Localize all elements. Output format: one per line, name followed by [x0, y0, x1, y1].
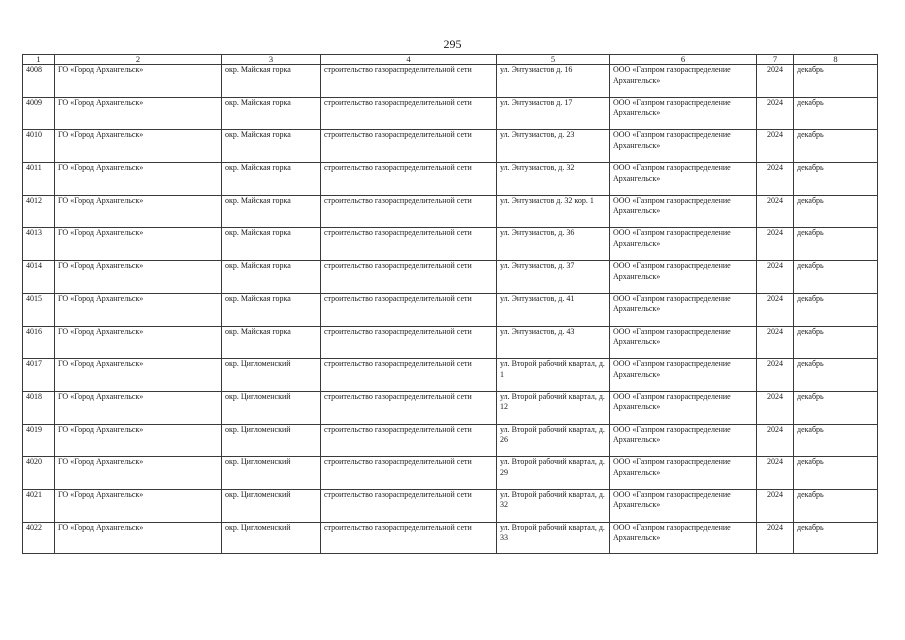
district-cell: окр. Цигломенский	[222, 522, 321, 553]
row-number: 4017	[23, 359, 55, 392]
district-cell: окр. Майская горка	[222, 65, 321, 98]
organization-cell: ООО «Газпром газораспределение Архангельск»	[610, 457, 757, 490]
page-number: 295	[443, 37, 462, 51]
organization-cell: ООО «Газпром газораспределение Архангельск»	[610, 228, 757, 261]
work-type-cell: строительство газораспределительной сети	[321, 293, 497, 326]
table-row	[23, 130, 878, 163]
row-number: 4011	[23, 163, 55, 196]
row-number: 4014	[23, 261, 55, 294]
month-cell: декабрь	[794, 163, 878, 196]
address-cell: ул. Энтузиастов, д. 41	[497, 293, 610, 326]
header-cell: 7	[757, 55, 794, 65]
organization-cell: ООО «Газпром газораспределение Архангельск»	[610, 424, 757, 457]
address-cell: ул. Энтузиастов, д. 23	[497, 130, 610, 163]
table-row	[23, 163, 878, 196]
row-number: 4013	[23, 228, 55, 261]
year-cell: 2024	[757, 261, 794, 294]
organization-cell: ООО «Газпром газораспределение Архангельск»	[610, 326, 757, 359]
work-type-cell: строительство газораспределительной сети	[321, 457, 497, 490]
month-cell: декабрь	[794, 65, 878, 98]
row-number: 4020	[23, 457, 55, 490]
month-cell: декабрь	[794, 326, 878, 359]
work-type-cell: строительство газораспределительной сети	[321, 359, 497, 392]
row-number: 4010	[23, 130, 55, 163]
header-cell: 3	[222, 55, 321, 65]
work-type-cell: строительство газораспределительной сети	[321, 163, 497, 196]
year-cell: 2024	[757, 489, 794, 522]
table-row	[23, 195, 878, 228]
address-cell: ул. Энтузиастов, д. 43	[497, 326, 610, 359]
organization-cell: ООО «Газпром газораспределение Архангельск»	[610, 489, 757, 522]
municipality-cell: ГО «Город Архангельск»	[55, 195, 222, 228]
header-cell: 2	[55, 55, 222, 65]
header-cell: 8	[794, 55, 878, 65]
organization-cell: ООО «Газпром газораспределение Архангельск»	[610, 65, 757, 98]
work-type-cell: строительство газораспределительной сети	[321, 97, 497, 130]
header-cell: 4	[321, 55, 497, 65]
year-cell: 2024	[757, 293, 794, 326]
address-cell: ул. Энтузиастов, д. 37	[497, 261, 610, 294]
table-row	[23, 65, 878, 98]
district-cell: окр. Цигломенский	[222, 424, 321, 457]
table-row	[23, 424, 878, 457]
municipality-cell: ГО «Город Архангельск»	[55, 65, 222, 98]
district-cell: окр. Майская горка	[222, 293, 321, 326]
work-type-cell: строительство газораспределительной сети	[321, 228, 497, 261]
municipality-cell: ГО «Город Архангельск»	[55, 97, 222, 130]
year-cell: 2024	[757, 195, 794, 228]
row-number: 4008	[23, 65, 55, 98]
work-type-cell: строительство газораспределительной сети	[321, 326, 497, 359]
month-cell: декабрь	[794, 130, 878, 163]
municipality-cell: ГО «Город Архангельск»	[55, 424, 222, 457]
organization-cell: ООО «Газпром газораспределение Архангельск»	[610, 163, 757, 196]
municipality-cell: ГО «Город Архангельск»	[55, 489, 222, 522]
district-cell: окр. Майская горка	[222, 326, 321, 359]
organization-cell: ООО «Газпром газораспределение Архангельск»	[610, 130, 757, 163]
month-cell: декабрь	[794, 424, 878, 457]
district-cell: окр. Цигломенский	[222, 457, 321, 490]
table-row	[23, 228, 878, 261]
month-cell: декабрь	[794, 391, 878, 424]
month-cell: декабрь	[794, 522, 878, 553]
year-cell: 2024	[757, 163, 794, 196]
year-cell: 2024	[757, 359, 794, 392]
header-cell: 6	[610, 55, 757, 65]
row-number: 4016	[23, 326, 55, 359]
year-cell: 2024	[757, 65, 794, 98]
district-cell: окр. Цигломенский	[222, 489, 321, 522]
municipality-cell: ГО «Город Архангельск»	[55, 457, 222, 490]
organization-cell: ООО «Газпром газораспределение Архангельск»	[610, 391, 757, 424]
municipality-cell: ГО «Город Архангельск»	[55, 293, 222, 326]
row-number: 4019	[23, 424, 55, 457]
district-cell: окр. Цигломенский	[222, 359, 321, 392]
month-cell: декабрь	[794, 293, 878, 326]
header-cell: 1	[23, 55, 55, 65]
municipality-cell: ГО «Город Архангельск»	[55, 522, 222, 553]
row-number: 4012	[23, 195, 55, 228]
address-cell: ул. Энтузиастов, д. 32	[497, 163, 610, 196]
year-cell: 2024	[757, 130, 794, 163]
district-cell: окр. Майская горка	[222, 163, 321, 196]
row-number: 4022	[23, 522, 55, 553]
district-cell: окр. Майская горка	[222, 261, 321, 294]
month-cell: декабрь	[794, 359, 878, 392]
year-cell: 2024	[757, 326, 794, 359]
work-type-cell: строительство газораспределительной сети	[321, 65, 497, 98]
municipality-cell: ГО «Город Архангельск»	[55, 130, 222, 163]
address-cell: ул. Второй рабочий квартал, д. 26	[497, 424, 610, 457]
work-type-cell: строительство газораспределительной сети	[321, 391, 497, 424]
table-row	[23, 293, 878, 326]
work-type-cell: строительство газораспределительной сети	[321, 424, 497, 457]
year-cell: 2024	[757, 391, 794, 424]
table-row	[23, 359, 878, 392]
document-table	[22, 54, 878, 554]
month-cell: декабрь	[794, 489, 878, 522]
organization-cell: ООО «Газпром газораспределение Архангельск»	[610, 195, 757, 228]
address-cell: ул. Второй рабочий квартал, д. 12	[497, 391, 610, 424]
address-cell: ул. Второй рабочий квартал, д. 29	[497, 457, 610, 490]
month-cell: декабрь	[794, 261, 878, 294]
work-type-cell: строительство газораспределительной сети	[321, 522, 497, 553]
work-type-cell: строительство газораспределительной сети	[321, 261, 497, 294]
month-cell: декабрь	[794, 228, 878, 261]
table-body	[23, 65, 878, 554]
year-cell: 2024	[757, 424, 794, 457]
address-cell: ул. Энтузиастов д. 17	[497, 97, 610, 130]
table-row	[23, 391, 878, 424]
table-row	[23, 489, 878, 522]
district-cell: окр. Майская горка	[222, 195, 321, 228]
table-row	[23, 457, 878, 490]
row-number: 4018	[23, 391, 55, 424]
month-cell: декабрь	[794, 457, 878, 490]
month-cell: декабрь	[794, 97, 878, 130]
header-row	[23, 55, 878, 65]
row-number: 4021	[23, 489, 55, 522]
address-cell: ул. Второй рабочий квартал, д. 33	[497, 522, 610, 553]
municipality-cell: ГО «Город Архангельск»	[55, 326, 222, 359]
address-cell: ул. Второй рабочий квартал, д. 32	[497, 489, 610, 522]
municipality-cell: ГО «Город Архангельск»	[55, 163, 222, 196]
address-cell: ул. Энтузиастов д. 32 кор. 1	[497, 195, 610, 228]
work-type-cell: строительство газораспределительной сети	[321, 130, 497, 163]
header-cell: 5	[497, 55, 610, 65]
district-cell: окр. Майская горка	[222, 97, 321, 130]
year-cell: 2024	[757, 228, 794, 261]
work-type-cell: строительство газораспределительной сети	[321, 195, 497, 228]
district-cell: окр. Цигломенский	[222, 391, 321, 424]
year-cell: 2024	[757, 522, 794, 553]
organization-cell: ООО «Газпром газораспределение Архангельск»	[610, 359, 757, 392]
table-row	[23, 326, 878, 359]
municipality-cell: ГО «Город Архангельск»	[55, 391, 222, 424]
table-row	[23, 261, 878, 294]
organization-cell: ООО «Газпром газораспределение Архангельск»	[610, 293, 757, 326]
address-cell: ул. Энтузиастов д. 16	[497, 65, 610, 98]
row-number: 4015	[23, 293, 55, 326]
table-row	[23, 522, 878, 553]
organization-cell: ООО «Газпром газораспределение Архангельск»	[610, 522, 757, 553]
municipality-cell: ГО «Город Архангельск»	[55, 359, 222, 392]
year-cell: 2024	[757, 457, 794, 490]
municipality-cell: ГО «Город Архангельск»	[55, 228, 222, 261]
address-cell: ул. Второй рабочий квартал, д. 1	[497, 359, 610, 392]
table-row	[23, 97, 878, 130]
organization-cell: ООО «Газпром газораспределение Архангельск»	[610, 261, 757, 294]
row-number: 4009	[23, 97, 55, 130]
month-cell: декабрь	[794, 195, 878, 228]
district-cell: окр. Майская горка	[222, 228, 321, 261]
year-cell: 2024	[757, 97, 794, 130]
district-cell: окр. Майская горка	[222, 130, 321, 163]
municipality-cell: ГО «Город Архангельск»	[55, 261, 222, 294]
organization-cell: ООО «Газпром газораспределение Архангельск»	[610, 97, 757, 130]
work-type-cell: строительство газораспределительной сети	[321, 489, 497, 522]
address-cell: ул. Энтузиастов, д. 36	[497, 228, 610, 261]
